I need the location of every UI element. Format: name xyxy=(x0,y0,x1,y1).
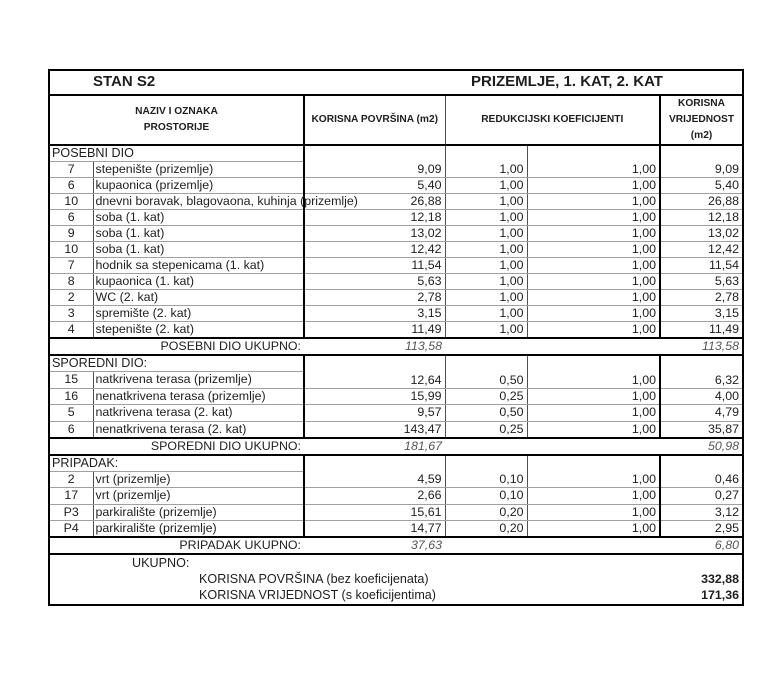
value-cell: 6,32 xyxy=(660,355,743,388)
coef1-cell: 0,20 xyxy=(445,504,527,521)
coef2-cell: 1,00 xyxy=(527,405,660,422)
value-cell: 3,12 xyxy=(660,504,743,521)
column-header-name: NAZIV I OZNAKA PROSTORIJE xyxy=(49,95,304,145)
value-cell: 2,95 xyxy=(660,521,743,538)
value-cell: 9,09 xyxy=(660,145,743,178)
title-row xyxy=(49,70,743,95)
coef1-cell: 1,00 xyxy=(445,290,527,306)
table-row xyxy=(49,488,743,505)
coef1-cell: 0,10 xyxy=(445,455,527,488)
subtotal-label: PRIPADAK UKUPNO: xyxy=(49,537,304,554)
room-id: 9 xyxy=(49,226,93,242)
table-row xyxy=(49,521,743,538)
value-cell: 13,02 xyxy=(660,226,743,242)
room-id: P4 xyxy=(49,521,93,538)
subtotal-value: 113,58 xyxy=(445,338,743,355)
area-cell: 15,61 xyxy=(304,504,445,521)
room-id: 2 xyxy=(49,471,93,488)
section-title: POSEBNI DIO xyxy=(49,145,304,162)
room-name: spremište (2. kat) xyxy=(93,306,304,322)
room-id: 6 xyxy=(49,421,93,438)
coef1-cell: 1,00 xyxy=(445,145,527,178)
subtotal-area: 181,67 xyxy=(304,438,445,455)
section-header-pripadak xyxy=(49,455,743,472)
area-cell: 143,47 xyxy=(304,421,445,438)
room-name: nenatkrivena terasa (2. kat) xyxy=(93,421,304,438)
coef2-cell: 1,00 xyxy=(527,242,660,258)
table-row xyxy=(49,421,743,438)
room-id: 6 xyxy=(49,178,93,194)
value-cell: 2,78 xyxy=(660,290,743,306)
table-row xyxy=(49,242,743,258)
room-id: 4 xyxy=(49,322,93,339)
subtotal-label: SPOREDNI DIO UKUPNO: xyxy=(49,438,304,455)
section-header-sporedni xyxy=(49,355,743,372)
room-id: 15 xyxy=(49,372,93,389)
subtotal-value: 6,80 xyxy=(445,537,743,554)
room-name: nenatkrivena terasa (prizemlje) xyxy=(93,388,304,405)
area-cell: 15,99 xyxy=(304,388,445,405)
room-id: 7 xyxy=(49,258,93,274)
total-value-label: KORISNA VRIJEDNOST (s koeficijentima) xyxy=(199,588,437,602)
value-cell: 4,79 xyxy=(660,405,743,422)
table-row xyxy=(49,178,743,194)
room-id: 2 xyxy=(49,290,93,306)
room-name: soba (1. kat) xyxy=(93,226,304,242)
coef2-cell: 1,00 xyxy=(527,145,660,178)
value-cell: 0,46 xyxy=(660,455,743,488)
grand-total-label: UKUPNO: xyxy=(132,556,190,570)
room-id: 7 xyxy=(49,162,93,178)
room-id: 6 xyxy=(49,210,93,226)
value-cell: 3,15 xyxy=(660,306,743,322)
value-cell: 11,49 xyxy=(660,322,743,339)
table-row xyxy=(49,226,743,242)
coef1-cell: 1,00 xyxy=(445,194,527,210)
coef1-cell: 1,00 xyxy=(445,322,527,339)
room-id: 16 xyxy=(49,388,93,405)
room-id: 10 xyxy=(49,242,93,258)
apartment-area-table xyxy=(48,69,744,606)
subtotal-area: 37,63 xyxy=(304,537,445,554)
floors-title: PRIZEMLJE, 1. KAT, 2. KAT xyxy=(471,73,663,90)
value-cell: 0,27 xyxy=(660,488,743,505)
coef2-cell: 1,00 xyxy=(527,388,660,405)
room-name: WC (2. kat) xyxy=(93,290,304,306)
coef2-cell: 1,00 xyxy=(527,488,660,505)
value-cell: 35,87 xyxy=(660,421,743,438)
room-name: dnevni boravak, blagovaona, kuhinja (prizemlje) xyxy=(93,194,304,210)
table-row xyxy=(49,210,743,226)
value-cell: 5,63 xyxy=(660,274,743,290)
section-title: PRIPADAK: xyxy=(49,455,304,472)
subtotal-area: 113,58 xyxy=(304,338,445,355)
table-row xyxy=(49,504,743,521)
coef1-cell: 1,00 xyxy=(445,210,527,226)
section-header-posebni xyxy=(49,145,743,162)
area-cell: 4,59 xyxy=(304,455,445,488)
room-id: 8 xyxy=(49,274,93,290)
coef2-cell: 1,00 xyxy=(527,504,660,521)
area-cell: 2,78 xyxy=(304,290,445,306)
room-id: 17 xyxy=(49,488,93,505)
room-name: natkrivena terasa (prizemlje) xyxy=(93,372,304,389)
coef1-cell: 0,25 xyxy=(445,388,527,405)
room-name: stepenište (2. kat) xyxy=(93,322,304,339)
subtotal-label: POSEBNI DIO UKUPNO: xyxy=(49,338,304,355)
coef2-cell: 1,00 xyxy=(527,226,660,242)
area-cell: 12,18 xyxy=(304,210,445,226)
value-cell: 11,54 xyxy=(660,258,743,274)
coef2-cell: 1,00 xyxy=(527,521,660,538)
coef1-cell: 0,20 xyxy=(445,521,527,538)
coef2-cell: 1,00 xyxy=(527,355,660,388)
area-cell: 11,54 xyxy=(304,258,445,274)
subtotal-row-sporedni xyxy=(49,438,743,455)
table-row xyxy=(49,388,743,405)
value-cell: 12,18 xyxy=(660,210,743,226)
coef1-cell: 0,25 xyxy=(445,421,527,438)
coef2-cell: 1,00 xyxy=(527,274,660,290)
room-id: 10 xyxy=(49,194,93,210)
room-name: kupaonica (prizemlje) xyxy=(93,178,304,194)
coef1-cell: 0,50 xyxy=(445,355,527,388)
area-cell: 9,57 xyxy=(304,405,445,422)
table-row xyxy=(49,194,743,210)
coef2-cell: 1,00 xyxy=(527,210,660,226)
coef2-cell: 1,00 xyxy=(527,178,660,194)
room-name: natkrivena terasa (2. kat) xyxy=(93,405,304,422)
table-row xyxy=(49,322,743,339)
table-row xyxy=(49,290,743,306)
area-cell: 9,09 xyxy=(304,145,445,178)
room-id: P3 xyxy=(49,504,93,521)
room-name: soba (1. kat) xyxy=(93,242,304,258)
room-name: parkiralište (prizemlje) xyxy=(93,504,304,521)
column-header-coefficients: REDUKCIJSKI KOEFICIJENTI xyxy=(445,95,660,145)
subtotal-row-posebni xyxy=(49,338,743,355)
room-name: hodnik sa stepenicama (1. kat) xyxy=(93,258,304,274)
area-cell: 12,42 xyxy=(304,242,445,258)
area-cell: 2,66 xyxy=(304,488,445,505)
coef1-cell: 0,50 xyxy=(445,405,527,422)
total-value-value: 171,36 xyxy=(701,588,740,602)
value-cell: 26,88 xyxy=(660,194,743,210)
subtotal-row-pripadak xyxy=(49,537,743,554)
coef2-cell: 1,00 xyxy=(527,322,660,339)
apartment-title: STAN S2 xyxy=(93,73,156,90)
room-name: stepenište (prizemlje) xyxy=(93,162,304,178)
grand-total-row xyxy=(49,554,743,605)
room-name: vrt (prizemlje) xyxy=(93,488,304,505)
coef1-cell: 1,00 xyxy=(445,226,527,242)
column-header-value: KORISNA VRIJEDNOST (m2) xyxy=(660,95,743,145)
area-cell: 11,49 xyxy=(304,322,445,339)
room-id: 3 xyxy=(49,306,93,322)
coef2-cell: 1,00 xyxy=(527,194,660,210)
room-name: soba (1. kat) xyxy=(93,210,304,226)
coef1-cell: 1,00 xyxy=(445,178,527,194)
value-cell: 4,00 xyxy=(660,388,743,405)
coef2-cell: 1,00 xyxy=(527,290,660,306)
coef1-cell: 1,00 xyxy=(445,306,527,322)
room-name: parkiralište (prizemlje) xyxy=(93,521,304,538)
coef1-cell: 1,00 xyxy=(445,242,527,258)
table-row xyxy=(49,306,743,322)
column-header-area: KORISNA POVRŠINA (m2) xyxy=(304,95,445,145)
area-cell: 5,63 xyxy=(304,274,445,290)
coef2-cell: 1,00 xyxy=(527,258,660,274)
table-row xyxy=(49,274,743,290)
room-name: vrt (prizemlje) xyxy=(93,471,304,488)
area-cell: 14,77 xyxy=(304,521,445,538)
coef1-cell: 1,00 xyxy=(445,258,527,274)
table-row xyxy=(49,258,743,274)
total-area-value: 332,88 xyxy=(701,572,740,586)
coef1-cell: 1,00 xyxy=(445,274,527,290)
value-cell: 5,40 xyxy=(660,178,743,194)
subtotal-value: 50,98 xyxy=(445,438,743,455)
section-title: SPOREDNI DIO: xyxy=(49,355,304,372)
area-cell: 3,15 xyxy=(304,306,445,322)
table-row xyxy=(49,405,743,422)
coef2-cell: 1,00 xyxy=(527,455,660,488)
room-id: 5 xyxy=(49,405,93,422)
coef1-cell: 0,10 xyxy=(445,488,527,505)
column-header-row xyxy=(49,95,743,145)
coef2-cell: 1,00 xyxy=(527,306,660,322)
area-cell: 26,88 xyxy=(304,194,445,210)
area-cell: 5,40 xyxy=(304,178,445,194)
room-name: kupaonica (1. kat) xyxy=(93,274,304,290)
area-cell: 13,02 xyxy=(304,226,445,242)
area-cell: 12,64 xyxy=(304,355,445,388)
total-area-label: KORISNA POVRŠINA (bez koeficijenata) xyxy=(199,572,429,586)
coef2-cell: 1,00 xyxy=(527,421,660,438)
value-cell: 12,42 xyxy=(660,242,743,258)
